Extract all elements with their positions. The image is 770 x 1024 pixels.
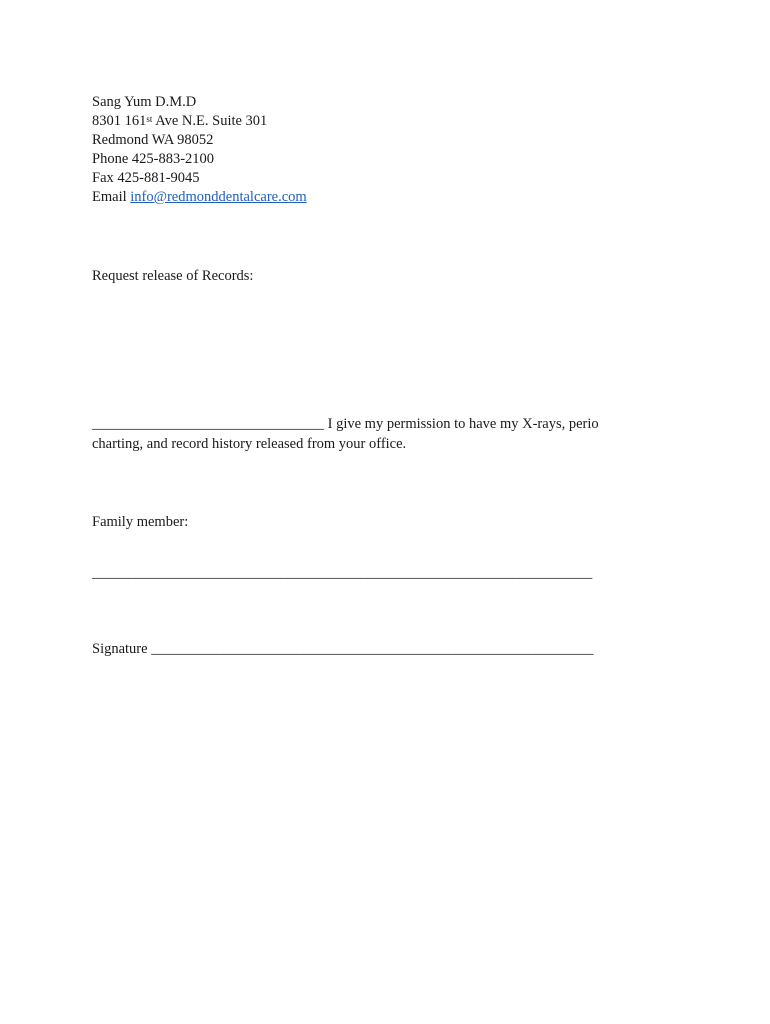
permission-line-1 (92, 415, 599, 434)
signature-blank[interactable]: _____________________________________________________________ (151, 641, 594, 657)
family-member-blank-line[interactable]: _____________________________________________________________________ (92, 565, 593, 581)
permission-text-1: I give my permission to have my X-rays, perio (324, 416, 599, 432)
family-member-blank[interactable] (92, 564, 592, 583)
email-line (92, 188, 307, 207)
street-number: 8301 161 (92, 113, 147, 129)
street-remainder: Ave N.E. Suite 301 (152, 113, 268, 129)
signature-line (92, 640, 593, 659)
email-label: Email (92, 189, 131, 205)
patient-name-blank[interactable]: ________________________________ (92, 416, 324, 432)
email-link[interactable]: info@redmonddentalcare.com (130, 189, 307, 205)
street-ordinal-suffix: st (146, 114, 153, 124)
family-member-label: Family member: (92, 514, 189, 530)
fax-line: Fax 425-881-9045 (92, 170, 200, 186)
provider-name: Sang Yum D.M.D (92, 94, 197, 110)
request-heading: Request release of Records: (92, 268, 254, 284)
phone-line: Phone 425-883-2100 (92, 151, 215, 167)
permission-line-2: charting, and record history released from your office. (92, 436, 407, 452)
street-address (92, 112, 267, 131)
city-state-zip: Redmond WA 98052 (92, 132, 214, 148)
signature-label: Signature (92, 641, 152, 657)
